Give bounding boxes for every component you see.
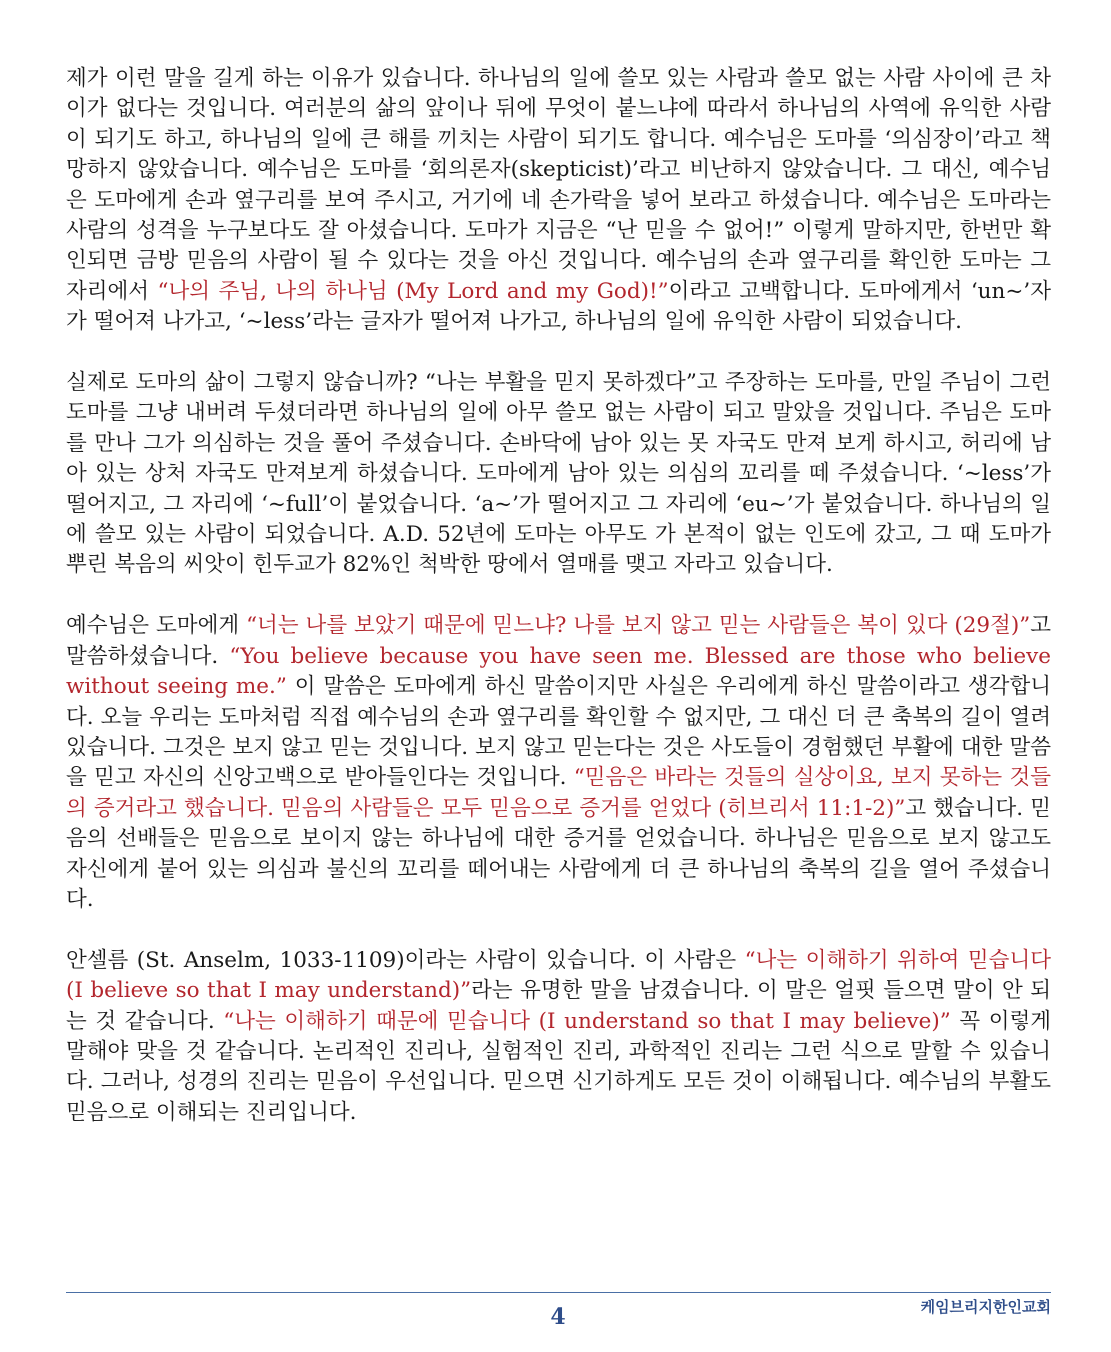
paragraph-3 xyxy=(66,611,1051,915)
paragraph-1 xyxy=(66,64,1051,338)
text-run: 이 말씀은 도마에게 하신 말씀이지만 사실은 우리에게 하신 말씀이라고 생각합니다. 오늘 우리는 도마처럼 직접 예수님의 손과 옆구리를 확인할 수 없지만, 그 대신 더 큰 축복의 길이 열려 있습니다. 그것은 보지 않고 믿는 것입니다. 보지 않고 믿는다는 것은 사도들이 경험했던 부활에 대한 말씀을 믿고 자신의 신앙고백으로 받아들인다는 것입니다. xyxy=(66,674,1051,791)
church-name: 케임브리지한인교회 xyxy=(920,1298,1051,1316)
quote-run: “You believe because you have seen me. Blessed are those who believe without seeing me.” xyxy=(66,643,1051,700)
text-run: 실제로 도마의 삶이 그렇지 않습니까? “나는 부활을 믿지 못하겠다”고 주장하는 도마를, 만일 주님이 그런 도마를 그냥 내버려 두셨더라면 하나님의 일에 아무 쓸모 없는 사람이 되고 말았을 것입니다. 주님은 도마를 만나 그가 의심하는 것을 풀어 주셨습니다. 손바닥에 남아 있는 못 자국도 만져 보게 하시고, 허리에 남아 있는 상처 자국도 만져보게 하셨습니다. 도마에게 남아 있는 의심의 꼬리를 떼 주셨습니다. ‘~less’가 떨어지고, 그 자리에 ‘~full’이 붙었습니다. ‘a~’가 떨어지고 그 자리에 ‘eu~’가 붙었습니다. 하나님의 일에 쓸모 있는 사람이 되었습니다. A.D. 52년에 도마는 아무도 가 본적이 없는 인도에 갔고, 그 때 도마가 뿌린 복음의 씨앗이 힌두교가 82%인 척박한 땅에서 열매를 맺고 자라고 있습니다. xyxy=(66,370,1051,578)
quote-run: “믿음은 바라는 것들의 실상이요, 보지 못하는 것들의 증거라고 했습니다. 믿음의 사람들은 모두 믿음으로 증거를 얻었다 (히브리서 11:1-2)” xyxy=(66,765,1052,821)
text-run: 안셀름 (St. Anselm, 1033-1109)이라는 사람이 있습니다. 이 사람은 xyxy=(66,947,745,973)
text-run: 고 했습니다. 믿음의 선배들은 믿음으로 보이지 않는 하나님에 대한 증거를 얻었습니다. 하나님은 믿음으로 보지 않고도 자신에게 붙어 있는 의심과 불신의 꼬리를 떼어내는 사람에게 더 큰 하나님의 축복의 길을 열어 주셨습니다. xyxy=(66,795,1051,912)
text-run: 꼭 이렇게 말해야 맞을 것 같습니다. 논리적인 진리나, 실험적인 진리, 과학적인 진리는 그런 식으로 말할 수 있습니다. 그러나, 성경의 진리는 믿음이 우선입니다. 믿으면 신기하게도 모든 것이 이해됩니다. 예수님의 부활도 믿음으로 이해되는 진리입니다. xyxy=(66,1008,1052,1125)
sermon-body xyxy=(66,64,1051,1128)
text-run: 라는 유명한 말을 남겼습니다. 이 말은 얼핏 들으면 말이 안 되는 것 같습니다. xyxy=(66,978,1051,1034)
text-run: 고 말씀하셨습니다. xyxy=(66,613,1051,669)
quote-run: “나는 이해하기 때문에 믿습니다 (I understand so that I may believe)” xyxy=(223,1008,951,1034)
text-run: 예수님은 도마에게 xyxy=(66,613,247,639)
paragraph-4 xyxy=(66,946,1051,1128)
paragraph-2 xyxy=(66,368,1051,581)
quote-run: “너는 나를 보았기 때문에 믿느냐? 나를 보지 않고 믿는 사람들은 복이 있다 (29절)” xyxy=(246,613,1031,639)
footer-divider xyxy=(66,1292,1051,1293)
text-run: 이라고 고백합니다. 도마에게서 ‘un~’자가 떨어져 나가고, ‘~less’라는 글자가 떨어져 나가고, 하나님의 일에 유익한 사람이 되었습니다. xyxy=(66,278,1051,335)
page-number: 4 xyxy=(550,1304,566,1330)
quote-run: “나는 이해하기 위하여 믿습니다 (I believe so that I may understand)” xyxy=(66,947,1051,1004)
text-run: 제가 이런 말을 길게 하는 이유가 있습니다. 하나님의 일에 쓸모 있는 사람과 쓸모 없는 사람 사이에 큰 차이가 없다는 것입니다. 여러분의 삶의 앞이나 뒤에 무엇이 붙느냐에 따라서 하나님의 사역에 유익한 사람이 되기도 하고, 하나님의 일에 큰 해를 끼치는 사람이 되기도 합니다. 예수님은 도마를 ‘의심장이’라고 책망하지 않았습니다. 예수님은 도마를 ‘회의론자(skepticist)’라고 비난하지 않았습니다. 그 대신, 예수님은 도마에게 손과 옆구리를 보여 주시고, 거기에 네 손가락을 넣어 보라고 하셨습니다. 예수님은 도마라는 사람의 성격을 누구보다도 잘 아셨습니다. 도마가 지금은 “난 믿을 수 없어!” 이렇게 말하지만, 한번만 확인되면 금방 믿음의 사람이 될 수 있다는 것을 아신 것입니다. 예수님의 손과 옆구리를 확인한 도마는 그 자리에서 xyxy=(66,66,1051,304)
quote-run: “나의 주님, 나의 하나님 (My Lord and my God)!” xyxy=(157,278,669,304)
